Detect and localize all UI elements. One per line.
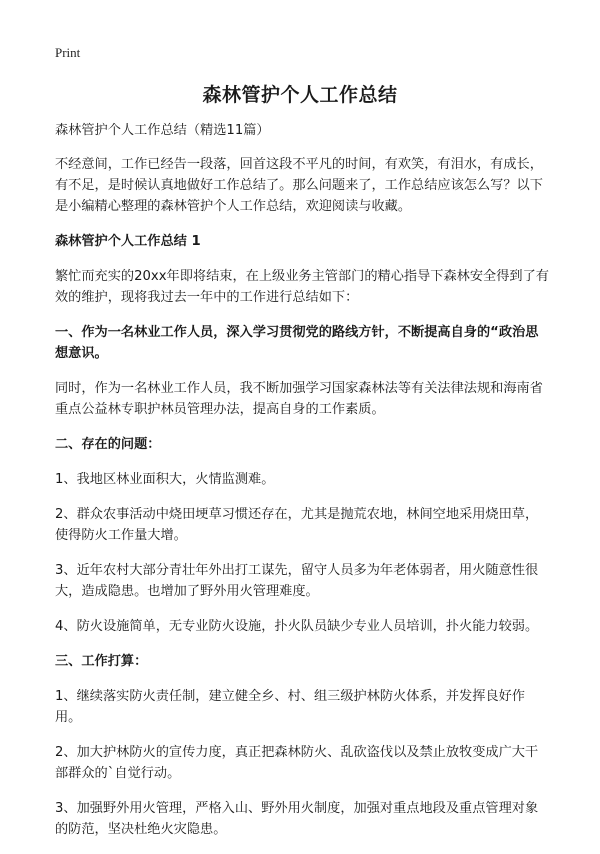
study-paragraph: 同时，作为一名林业工作人员，我不断加强学习国家森林法等有关法律法规和海南省重点公益林专职护林员管理办法，提高自身的工作素质。	[55, 381, 543, 417]
section-intro-paragraph: 繁忙而充实的20xx年即将结束，在上级业务主管部门的精心指导下森林安全得到了有效的维护，现将我过去一年中的工作进行总结如下：	[55, 269, 549, 305]
problem-item: 4、防火设施简单，无专业防火设施，扑火队员缺少专业人员培训，扑火能力较弱。	[55, 619, 539, 634]
plan-item: 3、加强野外用火管理，严格入山、野外用火制度，加强对重点地段及重点管理对象的防范，坚决杜绝火灾隐患。	[55, 801, 539, 837]
document-body	[55, 120, 550, 854]
plan-item: 2、加大护林防火的宣传力度，真正把森林防火、乱砍盗伐以及禁止放牧变成广大干部群众的`自觉行动。	[55, 745, 539, 781]
print-link[interactable]: Print	[55, 45, 81, 60]
section-title: 森林管护个人工作总结 1	[55, 234, 201, 249]
heading-political-awareness: 一、作为一名林业工作人员，深入学习贯彻党的路线方针，不断提高自身的“政治思想意识。	[55, 325, 539, 361]
problem-item: 2、群众农事活动中烧田埂草习惯还存在，尤其是抛荒农地，林间空地采用烧田草，使得防火工作量大增。	[55, 507, 539, 543]
document-subtitle: 森林管护个人工作总结（精选11篇）	[55, 123, 270, 138]
heading-work-plans: 三、工作打算：	[55, 654, 148, 669]
problem-item: 1、我地区林业面积大，火情监测难。	[55, 472, 275, 487]
page-title: 森林管护个人工作总结	[202, 84, 398, 106]
intro-paragraph: 不经意间，工作已经告一段落，回首这段不平凡的时间，有欢笑，有泪水，有成长，有不足，是时候认真地做好工作总结了。那么问题来了，工作总结应该怎么写？以下是小编精心整理的森林管护个人工作总结，欢迎阅读与收藏。	[55, 157, 543, 214]
heading-problems: 二、存在的问题：	[55, 437, 161, 452]
problem-item: 3、近年农村大部分青壮年外出打工谋先，留守人员多为年老体弱者，用火随意性很大，造成隐患。也增加了野外用火管理难度。	[55, 563, 539, 599]
plan-item: 1、继续落实防火责任制，建立健全乡、村、组三级护林防火体系，并发挥良好作用。	[55, 689, 525, 725]
